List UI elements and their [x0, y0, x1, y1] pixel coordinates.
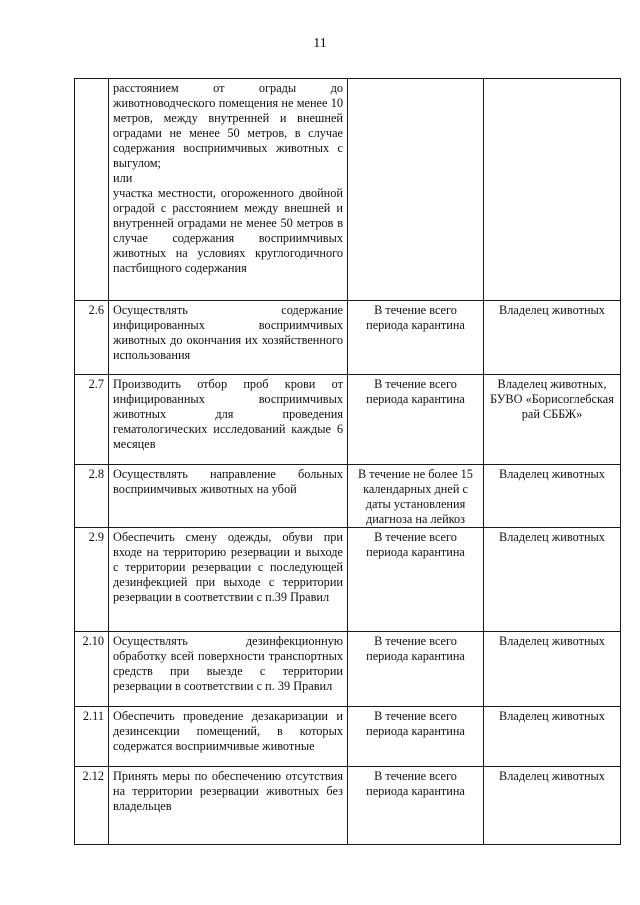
responsible-cell [484, 79, 621, 301]
table-row [75, 707, 621, 767]
responsible-cell: Владелец животных [484, 707, 621, 767]
deadline-cell: В течение всего периода карантина [348, 632, 484, 707]
deadline-cell: В течение всего периода карантина [348, 301, 484, 375]
table-row [75, 375, 621, 465]
row-number: 2.7 [75, 375, 109, 465]
row-number: 2.6 [75, 301, 109, 375]
table-row [75, 465, 621, 528]
page-number: 11 [313, 36, 327, 51]
measure-text: Производить отбор проб крови от инфицированных восприимчивых животных для проведения гематологических исследований каждые 6 месяцев [109, 375, 348, 465]
deadline-cell [348, 79, 484, 301]
row-number: 2.11 [75, 707, 109, 767]
measure-text [109, 79, 348, 301]
measure-text: Обеспечить проведение дезакаризации и дезинсекции помещений, в которых содержатся восприимчивые животные [109, 707, 348, 767]
row-number: 2.9 [75, 528, 109, 632]
responsible-cell: Владелец животных [484, 632, 621, 707]
responsible-cell: Владелец животных [484, 767, 621, 845]
table-row [75, 528, 621, 632]
measure-text: Осуществлять содержание инфицированных восприимчивых животных до окончания их хозяйственного использования [109, 301, 348, 375]
table-row [75, 632, 621, 707]
row-number: 2.12 [75, 767, 109, 845]
deadline-cell: В течение не более 15 календарных дней с даты установления диагноза на лейкоз [348, 465, 484, 528]
quarantine-measures-table [74, 78, 621, 845]
responsible-cell: Владелец животных [484, 301, 621, 375]
measure-text: Осуществлять направление больных восприимчивых животных на убой [109, 465, 348, 528]
table-row [75, 767, 621, 845]
table-row [75, 301, 621, 375]
measure-text: Принять меры по обеспечению отсутствия на территории резервации животных без владельцев [109, 767, 348, 845]
table-row [75, 79, 621, 301]
measure-text-part: участка местности, огороженного двойной оградой с расстоянием между внешней и внутренней оградами не менее 50 метров в случае содержания восприимчивых животных на условиях круглогодичного пастбищного содержания [113, 186, 343, 275]
measure-text: Осуществлять дезинфекционную обработку всей поверхности транспортных средств при выезде с территории резервации в соответствии с п. 39 Правил [109, 632, 348, 707]
responsible-cell: Владелец животных [484, 465, 621, 528]
row-number: 2.10 [75, 632, 109, 707]
measure-text-or: или [113, 171, 133, 185]
row-number [75, 79, 109, 301]
responsible-cell: Владелец животных, БУВО «Борисоглебская рай СББЖ» [484, 375, 621, 465]
measure-text: Обеспечить смену одежды, обуви при входе на территорию резервации и выходе с территории резервации с последующей дезинфекцией при выходе с территории резервации в соответствии с п.39 Правил [109, 528, 348, 632]
row-number: 2.8 [75, 465, 109, 528]
responsible-cell: Владелец животных [484, 528, 621, 632]
deadline-cell: В течение всего периода карантина [348, 528, 484, 632]
deadline-cell: В течение всего периода карантина [348, 707, 484, 767]
deadline-cell: В течение всего периода карантина [348, 767, 484, 845]
deadline-cell: В течение всего периода карантина [348, 375, 484, 465]
measure-text-part: расстоянием от ограды до животноводческого помещения не менее 10 метров, между внутренней и внешней оградами не менее 50 метров, в случае содержания восприимчивых животных с выгулом; [113, 81, 343, 170]
